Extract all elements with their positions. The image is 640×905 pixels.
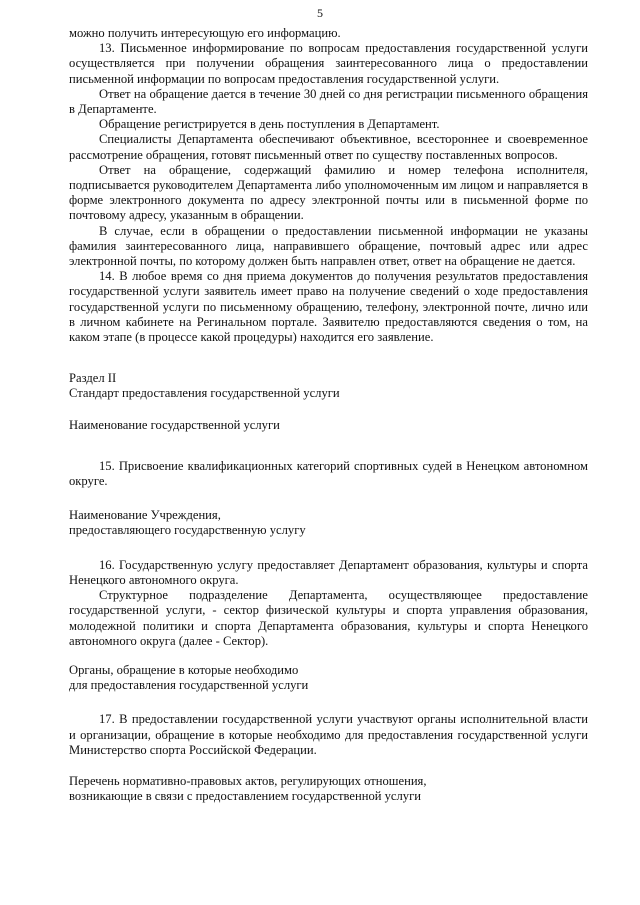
- paragraph-13-signed-response: Ответ на обращение, содержащий фамилию и номер телефона исполнителя, подписывается руководителем Департамента либо уполномоченным им лицом и направляется в форме электронного документа по адресу электронной почты или в письменной форме по почтовому адресу, указанным в обращении.: [69, 162, 588, 223]
- paragraph-13-response-time: Ответ на обращение дается в течение 30 дней со дня регистрации письменного обращения в Департаменте.: [69, 86, 588, 117]
- paragraph-16: 16. Государственную услугу предоставляет Департамент образования, культуры и спорта Ненецкого автономного округа.: [69, 557, 588, 587]
- page-number: 5: [317, 6, 323, 20]
- document-body: [69, 26, 588, 804]
- section-label: Раздел II: [69, 371, 117, 386]
- paragraph-13-no-response: В случае, если в обращении о предоставлении письменной информации не указаны фамилия заинтересованного лица, направившего обращение, почтовый адрес или адрес электронной почты, по которому должен быть направлен ответ, ответ на обращение не дается.: [69, 223, 588, 269]
- institution-heading-line2: предоставляющего государственную услугу: [69, 523, 306, 538]
- service-name-heading: Наименование государственной услуги: [69, 417, 280, 432]
- paragraph-17: 17. В предоставлении государственной услуги участвуют органы исполнительной власти и организации, обращение в которые необходимо для предоставления государственной услуги Министерство спорта Российской Федерации.: [69, 712, 588, 757]
- bodies-heading-line1: Органы, обращение в которые необходимо: [69, 662, 299, 677]
- acts-heading-line1: Перечень нормативно-правовых актов, регулирующих отношения,: [69, 773, 427, 788]
- bodies-heading-line2: для предоставления государственной услуги: [69, 678, 309, 693]
- institution-heading-line1: Наименование Учреждения,: [69, 508, 221, 523]
- paragraph-15: 15. Присвоение квалификационных категорий спортивных судей в Ненецком автономном округе.: [69, 458, 588, 489]
- paragraph-13-specialists: Специалисты Департамента обеспечивают объективное, всестороннее и своевременное рассмотрение обращения, готовят письменный ответ по существу поставленных вопросов.: [69, 132, 588, 162]
- paragraph-14: 14. В любое время со дня приема документов до получения результатов предоставления государственной услуги заявитель имеет право на получение сведений о ходе предоставления государственной услуги по письменному обращению, телефону, электронной почте, лично или в личном кабинете на Регинальном портале. Заявителю предоставляются сведения о том, на каком этапе (в процессе какой процедуры) находится его заявление.: [69, 269, 588, 345]
- paragraph-16-sector: Структурное подразделение Департамента, осуществляющее предоставление государственной услуги, - сектор физической культуры и спорта управления образования, молодежной политики и спорта Департамента образования, культуры и спорта Ненецкого автономного округа (далее - Сектор).: [69, 588, 588, 648]
- paragraph-13-registration: Обращение регистрируется в день поступления в Департамент.: [99, 117, 440, 132]
- paragraph-13: 13. Письменное информирование по вопросам предоставления государственной услуги осуществляется при получении обращения заинтересованного лица о предоставлении письменной информации по вопросам предоставления государственной услуги.: [69, 41, 588, 86]
- section-title: Стандарт предоставления государственной услуги: [69, 386, 340, 401]
- acts-heading-line2: возникающие в связи с предоставлением государственной услуги: [69, 789, 422, 804]
- paragraph-continuation: можно получить интересующую его информацию.: [69, 26, 341, 40]
